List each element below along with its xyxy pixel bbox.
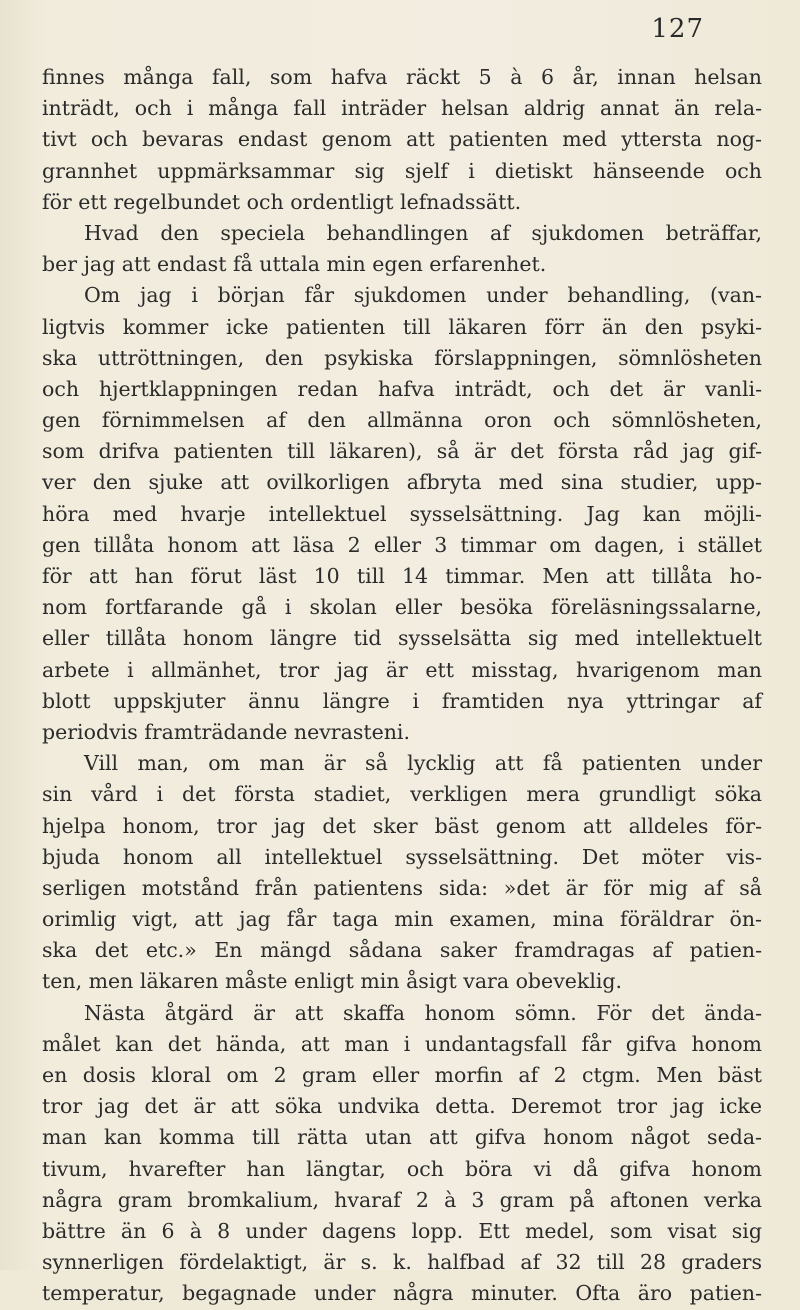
text-line: för ett regelbundet och ordentligt lefnadssätt.: [42, 189, 522, 214]
text-line: bättre än 6 à 8 under dagens lopp. Ett medel, som visat sig: [42, 1218, 762, 1243]
text-line: finnes många fall, som hafva räckt 5 à 6 år, innan helsan: [42, 65, 762, 89]
text-line: ber jag att endast få uttala min egen erfarenhet.: [42, 252, 547, 277]
text-line: inträdt, och i många fall inträder helsan aldrig annat än rela-: [42, 96, 762, 121]
text-line: hjelpa honom, tror jag det sker bäst genom att alldeles för-: [42, 813, 762, 838]
body-text: [42, 62, 762, 1310]
text-line: tivt och bevaras endast genom att patienten med yttersta nog-: [42, 127, 762, 152]
text-line: målet kan det hända, att man i undantagsfall får gifva honom: [42, 1031, 762, 1056]
text-line: eller tillåta honom längre tid sysselsätta sig med intellektuelt: [42, 626, 762, 651]
text-line: några gram bromkalium, hvaraf 2 à 3 gram på aftonen verka: [42, 1187, 762, 1212]
text-line: bjuda honom all intellektuel sysselsättning. Det möter vis-: [42, 844, 762, 869]
text-line: ska det etc.» En mängd sådana saker framdragas af patien-: [42, 938, 762, 963]
text-line: serligen motstånd från patientens sida: »det är för mig af så: [42, 875, 762, 900]
text-line: arbete i allmänhet, tror jag är ett misstag, hvarigenom man: [42, 657, 762, 682]
text-line: ten, men läkaren måste enligt min åsigt vara obeveklig.: [42, 969, 623, 994]
text-line: Vill man, om man är så lycklig att få patienten under: [84, 751, 762, 776]
text-line: som drifva patienten till läkaren), så är det första råd jag gif-: [42, 439, 762, 464]
text-line: Hvad den speciela behandlingen af sjukdomen beträffar,: [84, 220, 762, 245]
text-line: gen tillåta honom att läsa 2 eller 3 timmar om dagen, i stället: [42, 532, 762, 557]
text-line: nom fortfarande gå i skolan eller besöka föreläsningssalarne,: [42, 595, 762, 620]
text-line: gen förnimmelsen af den allmänna oron och sömnlösheten,: [42, 408, 762, 433]
page-number: 127: [651, 14, 704, 44]
text-line: och hjertklappningen redan hafva inträdt, och det är vanli-: [42, 376, 762, 401]
text-line: Nästa åtgärd är att skaffa honom sömn. För det ända-: [84, 1000, 762, 1025]
text-line: tror jag det är att söka undvika detta. Deremot tror jag icke: [42, 1094, 762, 1119]
text-line: temperatur, begagnade under några minuter. Ofta äro patien-: [42, 1281, 762, 1306]
text-line: synnerligen fördelaktigt, är s. k. halfbad af 32 till 28 graders: [42, 1250, 762, 1275]
text-line: man kan komma till rätta utan att gifva honom något seda-: [42, 1125, 762, 1150]
text-line: sin vård i det första stadiet, verkligen mera grundligt söka: [42, 782, 762, 807]
text-line: periodvis framträdande nevrasteni.: [42, 719, 410, 744]
text-line: blott uppskjuter ännu längre i framtiden nya yttringar af: [42, 688, 762, 713]
text-line: höra med hvarje intellektuel sysselsättning. Jag kan möjli-: [42, 501, 762, 526]
text-line: ska uttröttningen, den psykiska förslappningen, sömnlösheten: [42, 345, 762, 370]
text-line: Om jag i början får sjukdomen under behandling, (van-: [84, 283, 762, 308]
text-line: tivum, hvarefter han längtar, och böra vi då gifva honom: [42, 1156, 762, 1181]
text-line: grannhet uppmärksammar sig sjelf i dietiskt hänseende och: [42, 158, 762, 183]
text-line: en dosis kloral om 2 gram eller morfin af 2 ctgm. Men bäst: [42, 1063, 762, 1087]
text-line: ligtvis kommer icke patienten till läkaren förr än den psyki-: [42, 314, 762, 339]
text-line: orimlig vigt, att jag får taga min examen, mina föräldrar ön-: [42, 907, 762, 932]
text-line: ver den sjuke att ovilkorligen afbryta med sina studier, upp-: [42, 470, 762, 495]
text-line: för att han förut läst 10 till 14 timmar. Men att tillåta ho-: [42, 564, 762, 588]
